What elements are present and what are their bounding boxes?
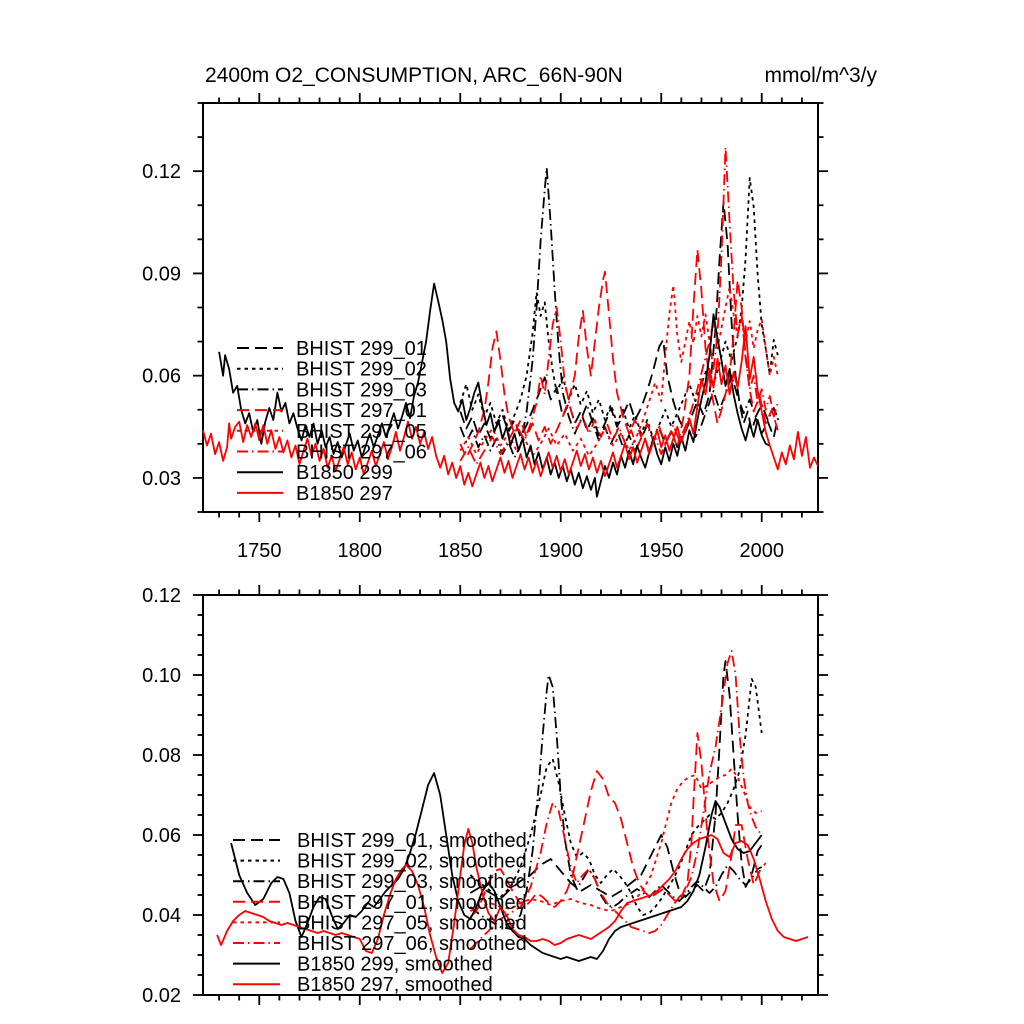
legend-label: BHIST 297_05 [296,420,427,443]
legend-label: BHIST 299_03, smoothed [297,871,527,894]
y-tick-label: 0.08 [142,745,181,767]
legend-bottom [233,830,527,996]
legend-label: BHIST 297_01, smoothed [297,891,527,914]
legend-item-bhist-297-06-smoothed [233,933,527,955]
series-line-bhist-299-03 [460,168,780,458]
units-label: mmol/m^3/y [764,64,877,87]
x-tick-label: 1800 [337,540,383,562]
x-tick-label: 1900 [538,540,583,562]
legend-item-bhist-299-03 [237,379,427,401]
legend-label: BHIST 297_06, smoothed [297,933,527,955]
chart-title: 2400m O2_CONSUMPTION, ARC_66N-90N [205,64,623,87]
legend-label: B1850 299 [296,462,393,485]
legend-label: B1850 299, smoothed [297,953,493,976]
x-tick-label: 1750 [237,540,282,562]
y-tick-label: 0.02 [142,985,181,1007]
y-tick-label: 0.03 [142,467,181,490]
legend-item-bhist-299-01-smoothed [233,830,527,852]
x-tick-label: 1850 [438,540,483,562]
legend-item-b1850-297-smoothed [233,974,493,996]
legend-label: B1850 297 [296,482,393,505]
x-tick-label: 2000 [739,540,784,562]
legend-label: BHIST 299_01 [296,338,427,360]
legend-label: BHIST 299_03 [296,379,427,402]
legend-label: B1850 297, smoothed [297,974,493,997]
legend-item-bhist-299-02-smoothed [233,851,527,873]
legend-label: BHIST 297_01 [296,400,427,423]
legend-label: BHIST 299_01, smoothed [297,830,527,852]
y-tick-label: 0.12 [142,585,181,607]
y-tick-label: 0.04 [142,905,181,927]
panel-top [142,64,877,562]
legend-item-bhist-299-03-smoothed [233,871,527,893]
legend-label: BHIST 299_02 [296,358,427,381]
legend-item-bhist-297-01-smoothed [233,892,527,914]
legend-item-b1850-297 [237,483,393,505]
legend-label: BHIST 297_06 [296,441,427,464]
legend-label: BHIST 297_05, smoothed [297,912,527,935]
y-tick-label: 0.10 [142,665,181,687]
y-tick-label: 0.09 [142,263,181,286]
y-tick-label: 0.06 [142,825,181,847]
legend-item-b1850-299 [237,462,393,484]
legend-label: BHIST 299_02, smoothed [297,850,527,873]
legend-item-b1850-299-smoothed [233,954,493,976]
legend-item-bhist-299-02 [237,359,427,381]
x-tick-label: 1950 [638,540,684,562]
y-tick-label: 0.12 [142,161,181,184]
panel-bottom [142,585,828,1007]
y-tick-label: 0.06 [142,365,181,388]
legend-item-bhist-299-01 [237,338,427,360]
legend-item-bhist-297-06 [237,442,427,464]
